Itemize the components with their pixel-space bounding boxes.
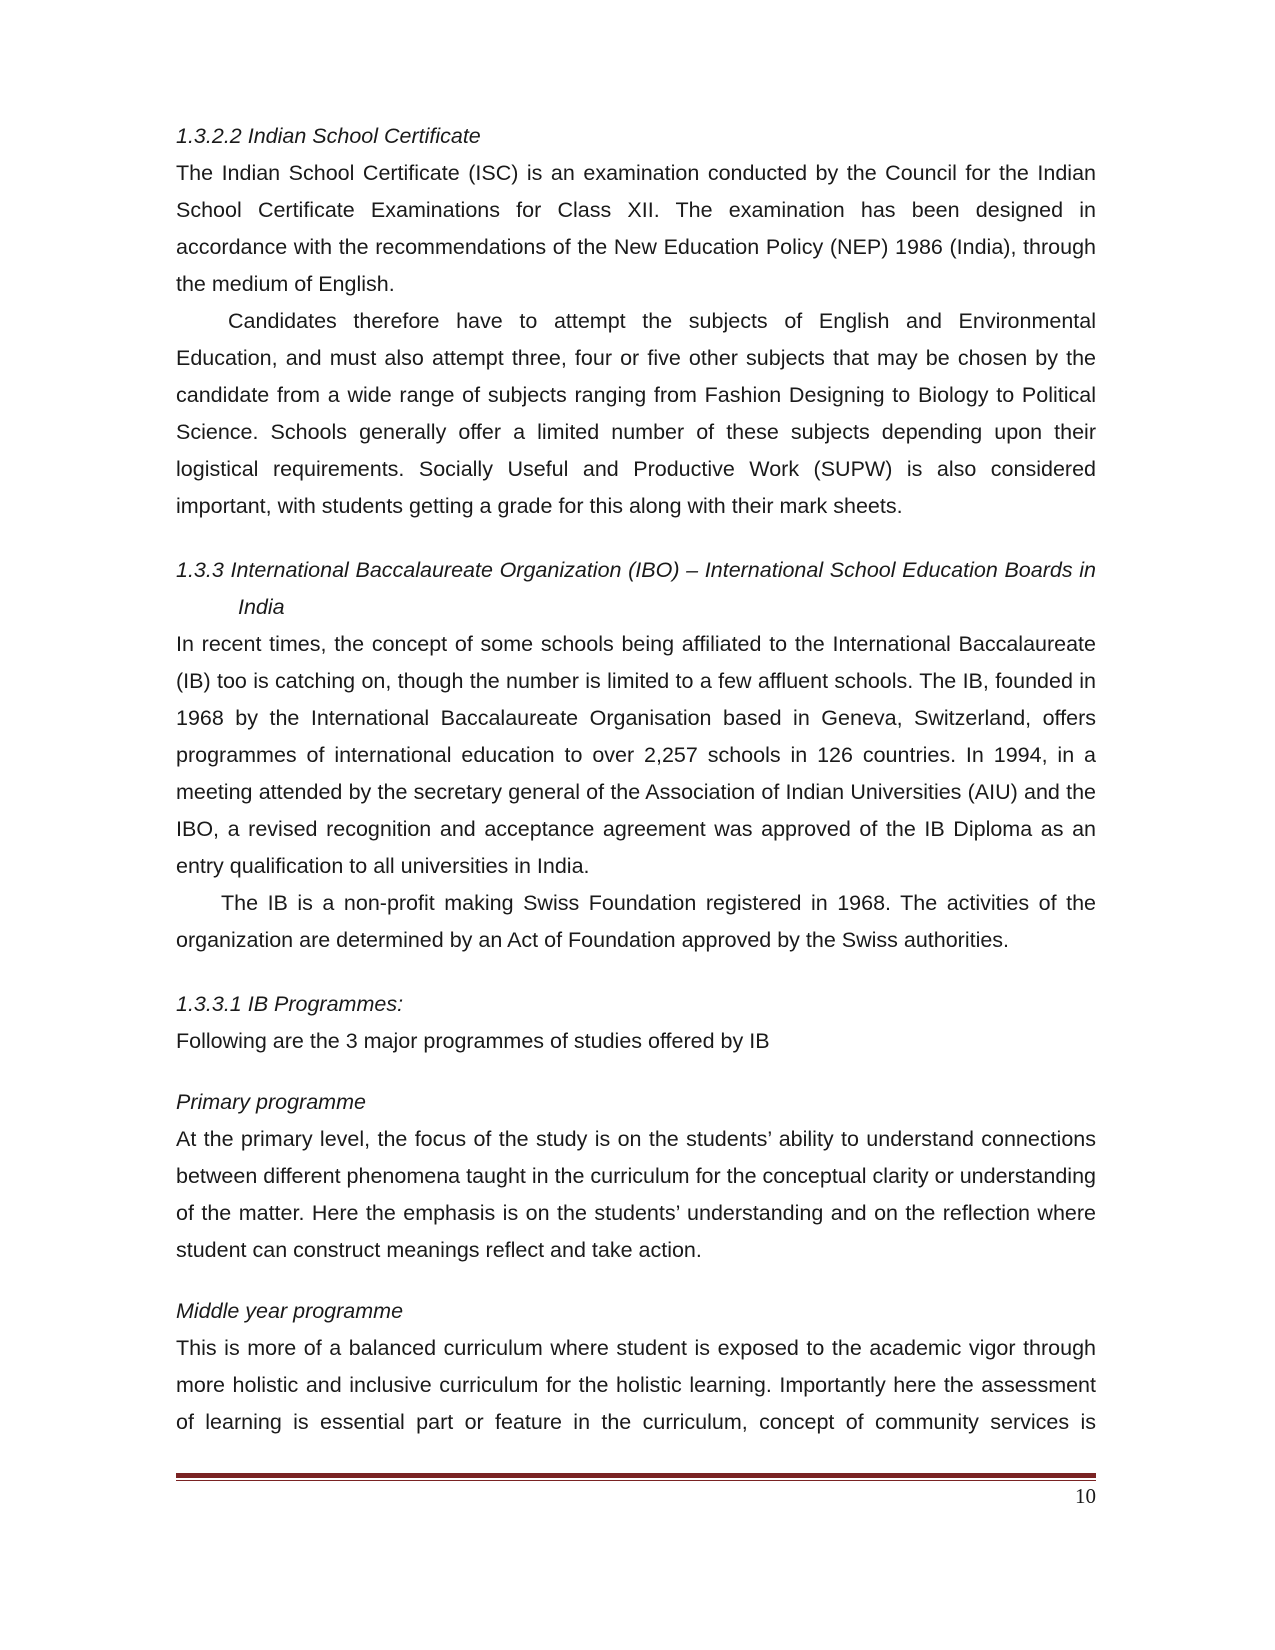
footer-rule-thick-line [176, 1473, 1096, 1478]
subheading-middle-year-programme: Middle year programme [176, 1299, 404, 1323]
ibo-paragraph-2: The IB is a non-profit making Swiss Foundation registered in 1968. The activities of the organization are determined by an Act of Foundation approved by the Swiss authorities. [176, 891, 1096, 952]
primary-programme-paragraph: At the primary level, the focus of the study is on the students’ ability to understand connections between different phenomena taught in the curriculum for the conceptual clarity or understanding of the matter. Here the emphasis is on the students’ understanding and on the reflection where student can construct meanings reflect and take action. [176, 1127, 1096, 1262]
section-heading-ib-programmes: 1.3.3.1 IB Programmes: [176, 992, 404, 1016]
ibo-paragraph-1: In recent times, the concept of some schools being affiliated to the International Baccalaureate (IB) too is catching on, though the number is limited to a few affluent schools. The IB, founded in 1968 by the International Baccalaureate Organisation based in Geneva, Switzerland, offers programmes of international education to over 2,257 schools in 126 countries. In 1994, in a meeting attended by the secretary general of the Association of Indian Universities (AIU) and the IBO, a revised recognition and acceptance agreement was approved of the IB Diploma as an entry qualification to all universities in India. [176, 632, 1096, 878]
page-number: 10 [1075, 1484, 1096, 1508]
section-heading-isc: 1.3.2.2 Indian School Certificate [176, 124, 481, 148]
ib-programmes-intro: Following are the 3 major programmes of studies offered by IB [176, 1029, 770, 1053]
isc-paragraph-1: The Indian School Certificate (ISC) is an examination conducted by the Council for the Indian School Certificate Examinations for Class XII. The examination has been designed in accordance with the recommendations of the New Education Policy (NEP) 1986 (India), through the medium of English. [176, 161, 1096, 296]
footer-rule [176, 1473, 1096, 1481]
footer-rule-thin-line [176, 1480, 1096, 1481]
subheading-primary-programme: Primary programme [176, 1090, 366, 1114]
page-body [176, 118, 1096, 1441]
isc-paragraph-2: Candidates therefore have to attempt the subjects of English and Environmental Education, and must also attempt three, four or five other subjects that may be chosen by the candidate from a wide range of subjects ranging from Fashion Designing to Biology to Political Science. Schools generally offer a limited number of these subjects depending upon their logistical requirements. Socially Useful and Productive Work (SUPW) is also considered important, with students getting a grade for this along with their mark sheets. [176, 309, 1096, 518]
middle-year-programme-paragraph: This is more of a balanced curriculum where student is exposed to the academic vigor through more holistic and inclusive curriculum for the holistic learning. Importantly here the assessment of learning is essential part or feature in the curriculum, concept of community services is [176, 1336, 1096, 1434]
section-heading-ibo: 1.3.3 International Baccalaureate Organization (IBO) – International School Education Boards in India [176, 558, 1096, 619]
